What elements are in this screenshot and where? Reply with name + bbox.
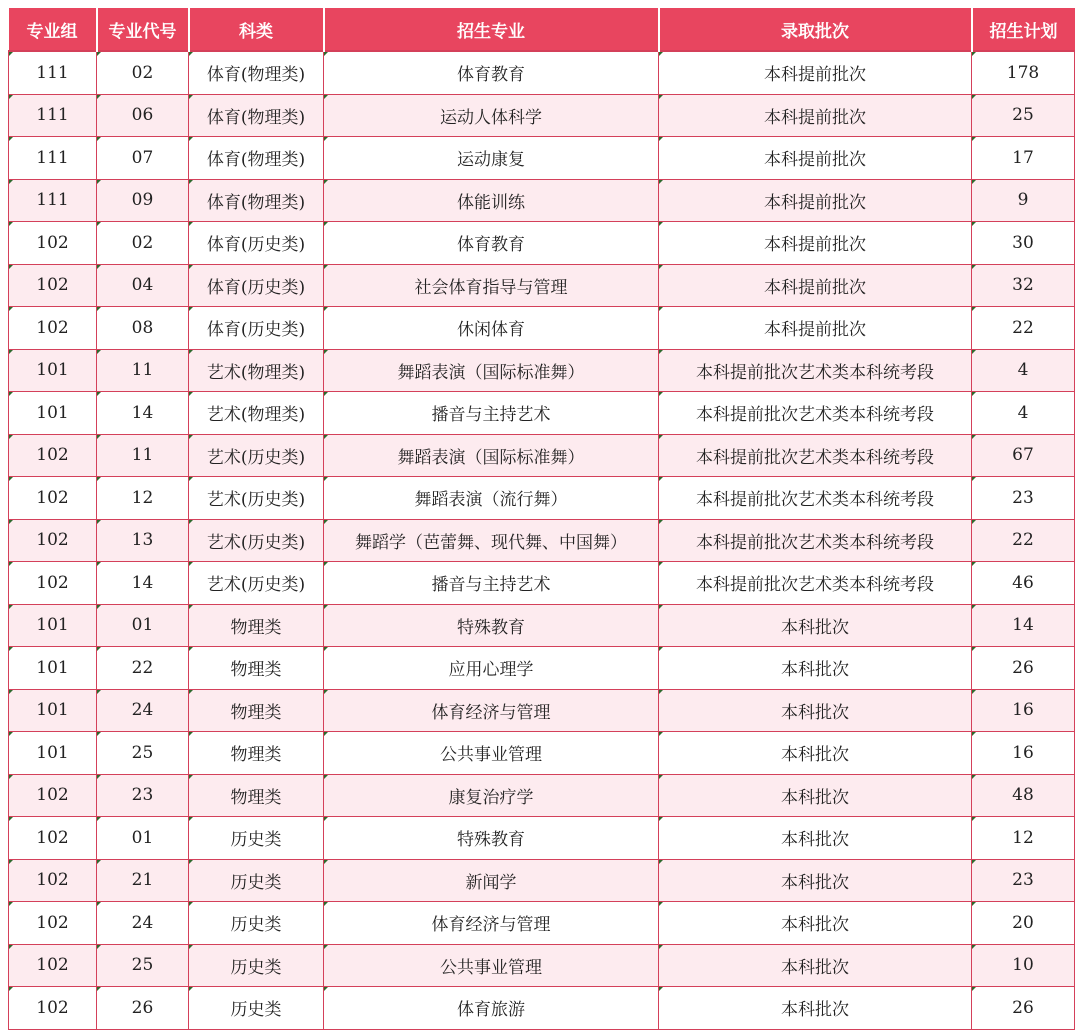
cell-admission-batch: 本科批次 [659,859,972,902]
cell-major-name: 体育教育 [324,51,659,94]
enrollment-table-container [8,8,1074,1030]
cell-major-name: 特殊教育 [324,817,659,860]
cell-major-group: 102 [9,477,97,520]
cell-admission-batch: 本科提前批次艺术类本科统考段 [659,392,972,435]
cell-enrollment-plan: 9 [972,179,1075,222]
cell-major-name: 应用心理学 [324,647,659,690]
header-major-name: 招生专业 [324,8,659,51]
cell-major-group: 102 [9,987,97,1030]
table-body [9,51,1075,1029]
header-enrollment-plan: 招生计划 [972,8,1075,51]
table-row [9,689,1075,732]
cell-enrollment-plan: 23 [972,477,1075,520]
cell-major-group: 111 [9,94,97,137]
cell-admission-batch: 本科批次 [659,944,972,987]
cell-major-group: 102 [9,902,97,945]
cell-category: 艺术(历史类) [189,519,324,562]
cell-category: 艺术(物理类) [189,392,324,435]
table-row [9,222,1075,265]
table-row [9,774,1075,817]
cell-major-group: 101 [9,349,97,392]
cell-admission-batch: 本科提前批次艺术类本科统考段 [659,349,972,392]
cell-major-group: 102 [9,264,97,307]
cell-major-name: 体育经济与管理 [324,689,659,732]
cell-category: 历史类 [189,944,324,987]
cell-major-name: 体育旅游 [324,987,659,1030]
cell-major-group: 102 [9,774,97,817]
cell-major-group: 102 [9,562,97,605]
cell-enrollment-plan: 25 [972,94,1075,137]
cell-admission-batch: 本科提前批次 [659,307,972,350]
table-row [9,137,1075,180]
header-admission-batch: 录取批次 [659,8,972,51]
cell-category: 物理类 [189,647,324,690]
cell-enrollment-plan: 67 [972,434,1075,477]
cell-category: 艺术(物理类) [189,349,324,392]
cell-admission-batch: 本科提前批次艺术类本科统考段 [659,477,972,520]
header-major-code: 专业代号 [97,8,189,51]
cell-enrollment-plan: 30 [972,222,1075,265]
cell-enrollment-plan: 4 [972,349,1075,392]
header-row [9,8,1075,51]
cell-enrollment-plan: 16 [972,732,1075,775]
cell-admission-batch: 本科提前批次 [659,222,972,265]
cell-major-code: 11 [97,349,189,392]
cell-enrollment-plan: 26 [972,647,1075,690]
table-row [9,732,1075,775]
cell-enrollment-plan: 12 [972,817,1075,860]
cell-category: 历史类 [189,859,324,902]
cell-major-group: 101 [9,732,97,775]
cell-major-code: 11 [97,434,189,477]
cell-major-name: 舞蹈学（芭蕾舞、现代舞、中国舞） [324,519,659,562]
cell-admission-batch: 本科提前批次 [659,51,972,94]
cell-major-name: 特殊教育 [324,604,659,647]
cell-category: 体育(物理类) [189,51,324,94]
cell-enrollment-plan: 14 [972,604,1075,647]
cell-admission-batch: 本科提前批次艺术类本科统考段 [659,519,972,562]
cell-major-name: 休闲体育 [324,307,659,350]
table-row [9,817,1075,860]
cell-major-group: 102 [9,434,97,477]
cell-major-name: 公共事业管理 [324,944,659,987]
cell-enrollment-plan: 23 [972,859,1075,902]
cell-major-code: 12 [97,477,189,520]
cell-major-group: 102 [9,222,97,265]
header-category: 科类 [189,8,324,51]
cell-admission-batch: 本科批次 [659,647,972,690]
cell-major-group: 102 [9,519,97,562]
cell-major-name: 社会体育指导与管理 [324,264,659,307]
cell-major-group: 111 [9,179,97,222]
cell-category: 物理类 [189,732,324,775]
cell-major-code: 06 [97,94,189,137]
cell-major-name: 运动康复 [324,137,659,180]
cell-admission-batch: 本科批次 [659,817,972,860]
cell-enrollment-plan: 16 [972,689,1075,732]
table-row [9,179,1075,222]
cell-category: 历史类 [189,987,324,1030]
cell-major-name: 运动人体科学 [324,94,659,137]
table-row [9,307,1075,350]
table-row [9,902,1075,945]
table-header [9,8,1075,51]
cell-major-group: 101 [9,392,97,435]
cell-major-code: 08 [97,307,189,350]
cell-major-name: 播音与主持艺术 [324,562,659,605]
table-row [9,392,1075,435]
table-row [9,94,1075,137]
cell-admission-batch: 本科提前批次 [659,94,972,137]
cell-major-name: 播音与主持艺术 [324,392,659,435]
cell-major-name: 公共事业管理 [324,732,659,775]
cell-enrollment-plan: 22 [972,307,1075,350]
cell-category: 艺术(历史类) [189,562,324,605]
cell-admission-batch: 本科提前批次 [659,179,972,222]
cell-admission-batch: 本科提前批次 [659,137,972,180]
cell-enrollment-plan: 10 [972,944,1075,987]
cell-admission-batch: 本科批次 [659,604,972,647]
cell-major-code: 07 [97,137,189,180]
cell-major-group: 102 [9,817,97,860]
cell-enrollment-plan: 22 [972,519,1075,562]
cell-enrollment-plan: 26 [972,987,1075,1030]
cell-major-code: 01 [97,817,189,860]
cell-major-code: 24 [97,689,189,732]
cell-enrollment-plan: 178 [972,51,1075,94]
enrollment-plan-table [8,8,1075,1030]
cell-enrollment-plan: 17 [972,137,1075,180]
cell-major-group: 101 [9,689,97,732]
cell-major-code: 25 [97,944,189,987]
cell-major-code: 25 [97,732,189,775]
table-row [9,51,1075,94]
cell-major-group: 101 [9,604,97,647]
cell-major-code: 23 [97,774,189,817]
table-row [9,944,1075,987]
cell-category: 体育(历史类) [189,307,324,350]
cell-category: 体育(历史类) [189,222,324,265]
cell-admission-batch: 本科提前批次艺术类本科统考段 [659,434,972,477]
table-row [9,604,1075,647]
table-row [9,349,1075,392]
cell-admission-batch: 本科批次 [659,902,972,945]
cell-category: 体育(物理类) [189,137,324,180]
cell-enrollment-plan: 48 [972,774,1075,817]
header-major-group: 专业组 [9,8,97,51]
cell-major-code: 13 [97,519,189,562]
cell-major-code: 04 [97,264,189,307]
cell-major-name: 舞蹈表演（流行舞） [324,477,659,520]
table-row [9,562,1075,605]
cell-major-name: 体育教育 [324,222,659,265]
cell-major-group: 102 [9,307,97,350]
cell-enrollment-plan: 46 [972,562,1075,605]
cell-enrollment-plan: 32 [972,264,1075,307]
cell-major-group: 102 [9,944,97,987]
cell-enrollment-plan: 4 [972,392,1075,435]
table-row [9,859,1075,902]
cell-major-code: 02 [97,51,189,94]
cell-category: 体育(历史类) [189,264,324,307]
cell-category: 物理类 [189,774,324,817]
cell-major-code: 22 [97,647,189,690]
cell-major-name: 体育经济与管理 [324,902,659,945]
cell-major-group: 111 [9,51,97,94]
cell-admission-batch: 本科提前批次艺术类本科统考段 [659,562,972,605]
cell-category: 历史类 [189,902,324,945]
cell-category: 艺术(历史类) [189,477,324,520]
cell-major-name: 舞蹈表演（国际标准舞） [324,434,659,477]
cell-major-group: 111 [9,137,97,180]
cell-category: 物理类 [189,689,324,732]
cell-admission-batch: 本科批次 [659,987,972,1030]
table-row [9,264,1075,307]
cell-major-group: 102 [9,859,97,902]
cell-major-code: 26 [97,987,189,1030]
cell-major-code: 01 [97,604,189,647]
cell-admission-batch: 本科批次 [659,732,972,775]
table-row [9,519,1075,562]
cell-category: 艺术(历史类) [189,434,324,477]
cell-major-name: 体能训练 [324,179,659,222]
table-row [9,647,1075,690]
cell-admission-batch: 本科批次 [659,774,972,817]
cell-enrollment-plan: 20 [972,902,1075,945]
table-row [9,987,1075,1030]
cell-major-name: 康复治疗学 [324,774,659,817]
cell-category: 体育(物理类) [189,94,324,137]
cell-major-name: 新闻学 [324,859,659,902]
cell-admission-batch: 本科提前批次 [659,264,972,307]
cell-category: 体育(物理类) [189,179,324,222]
cell-major-code: 09 [97,179,189,222]
cell-major-code: 24 [97,902,189,945]
cell-major-code: 21 [97,859,189,902]
cell-major-code: 02 [97,222,189,265]
cell-category: 历史类 [189,817,324,860]
cell-category: 物理类 [189,604,324,647]
table-row [9,477,1075,520]
cell-major-group: 101 [9,647,97,690]
table-row [9,434,1075,477]
cell-major-name: 舞蹈表演（国际标准舞） [324,349,659,392]
cell-admission-batch: 本科批次 [659,689,972,732]
cell-major-code: 14 [97,392,189,435]
cell-major-code: 14 [97,562,189,605]
